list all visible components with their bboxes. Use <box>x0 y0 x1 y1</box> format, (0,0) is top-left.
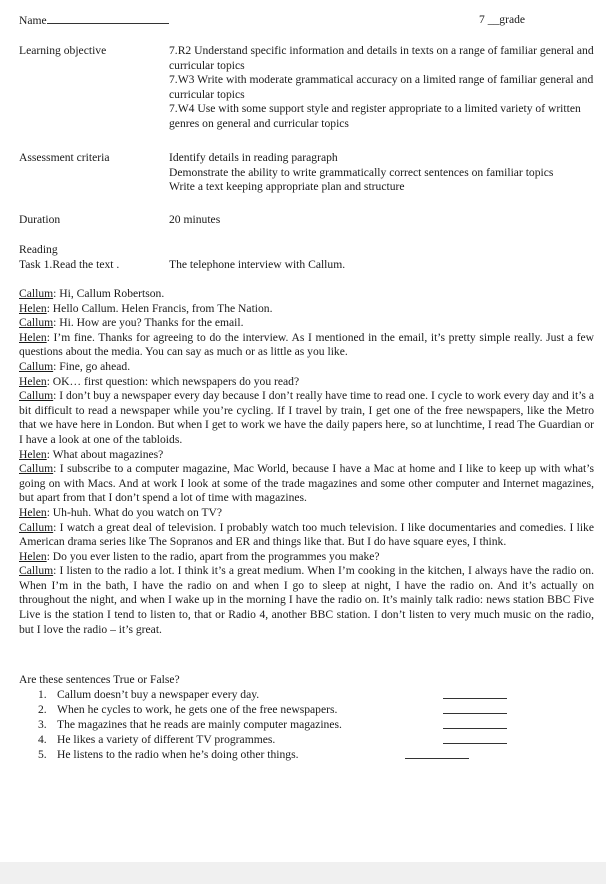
transcript-line <box>19 287 594 302</box>
question-item <box>19 703 337 718</box>
speaker-name: Helen <box>19 447 47 461</box>
speaker-name: Helen <box>19 505 47 519</box>
question-item <box>19 718 342 733</box>
speech-text: : I’m fine. Thanks for agreeing to do the interview. As I mentioned in the email, it’s pretty simple really. Just a few questions about the media. You can say as much or as little as you like. <box>19 330 594 359</box>
speech-text: : Hi. How are you? Thanks for the email. <box>53 316 244 330</box>
transcript-line <box>19 521 594 550</box>
speech-text: : Fine, go ahead. <box>53 359 131 373</box>
transcript-line <box>19 448 594 463</box>
speaker-name: Helen <box>19 301 47 315</box>
question-number: 3. <box>38 718 47 731</box>
speech-text: : I watch a great deal of television. I probably watch too much television. I like documentaries and comedies. I like American drama series like The Sopranos and ER and things like that. But I do have square eyes, I think. <box>19 520 594 549</box>
assessment-criteria-content <box>169 151 594 195</box>
transcript-line <box>19 550 594 565</box>
question-text: When he cycles to work, he gets one of the free newspapers. <box>57 703 338 716</box>
transcript-line <box>19 462 594 506</box>
question-item <box>19 733 275 748</box>
learning-objective-content <box>169 44 594 132</box>
objective-line: 7.R2 Understand specific information and details in texts on a range of familiar general and curricular topics <box>169 44 594 72</box>
speech-text: : I don’t buy a newspaper every day because I don’t really have time to read one. I cycle to work every day and it’s a bit difficult to read a newspaper while you’re cycling. If I travel by train, I get one of the free newspapers, like the Metro that we have here in London. But when I get to work we have the daily papers here, so at lunchtime, I read The Guardian or I have a look at one of the tabloids. <box>19 389 594 446</box>
learning-objective-label: Learning objective <box>19 44 107 57</box>
speaker-name: Callum <box>19 564 54 578</box>
criteria-line: Demonstrate the ability to write grammatically correct sentences on familiar topics <box>169 165 554 179</box>
transcript-line <box>19 564 594 637</box>
answer-blank[interactable] <box>443 698 507 699</box>
transcript-line <box>19 316 594 331</box>
interview-transcript <box>19 287 594 637</box>
answer-blank[interactable] <box>443 728 507 729</box>
assessment-criteria-label: Assessment criteria <box>19 151 110 164</box>
transcript-line <box>19 302 594 317</box>
transcript-line <box>19 375 594 390</box>
name-label: Name <box>19 14 47 27</box>
answer-blank[interactable] <box>443 743 507 744</box>
speaker-name: Helen <box>19 330 47 344</box>
speaker-name: Helen <box>19 374 47 388</box>
speech-text: : I subscribe to a computer magazine, Mac World, because I have a Mac at home and I like to keep up with what’s going on with Macs. And at work I look at some of the trade magazines and some other computer and Internet magazines, but apart from that I don’t spend a lot of time with magazines. <box>19 462 594 505</box>
duration-value: 20 minutes <box>169 213 221 226</box>
text-title: The telephone interview with Callum. <box>169 258 346 271</box>
transcript-line <box>19 389 594 447</box>
criteria-line: Identify details in reading paragraph <box>169 151 338 164</box>
speaker-name: Callum <box>19 389 54 403</box>
objective-line: 7.W3 Write with moderate grammatical accuracy on a limited range of familiar general and curricular topics <box>169 73 594 101</box>
speech-text: : What about magazines? <box>46 447 164 461</box>
objective-line: 7.W4 Use with some support style and register appropriate to a limited variety of written genres on general and curricular topics <box>169 102 581 130</box>
question-item <box>19 748 299 763</box>
speech-text: : Hello Callum. Helen Francis, from The Nation. <box>46 301 273 315</box>
question-text: He likes a variety of different TV programmes. <box>57 733 276 746</box>
name-blank[interactable] <box>47 13 169 24</box>
speaker-name: Callum <box>19 316 54 330</box>
task-label: Task 1.Read the text . <box>19 258 120 271</box>
speaker-name: Callum <box>19 520 54 534</box>
criteria-line: Write a text keeping appropriate plan and structure <box>169 180 405 194</box>
answer-blank[interactable] <box>405 758 469 759</box>
reading-heading: Reading <box>19 243 58 256</box>
speaker-name: Callum <box>19 462 54 476</box>
grade-label: 7 __grade <box>479 13 526 26</box>
speech-text: : Hi, Callum Robertson. <box>53 287 165 300</box>
question-text: Callum doesn’t buy a newspaper every day. <box>57 688 260 701</box>
question-item <box>19 688 259 703</box>
speech-text: : I listen to the radio a lot. I think it’s a great medium. When I’m cooking in the kitchen, I always have the radio on. When I’m in the bath, I have the radio on and when I go to sleep at night, I have the radio on. And it’s actually on throughout the night, and when I wake up in the morning I have the radio on. It’s mainly talk radio: news station BBC Five Live is the station I tend to listen to, that or Radio 4, another BBC station. I don’t listen to very much music on the radio, but I love the radio – it’s great. <box>19 564 594 636</box>
question-text: He listens to the radio when he’s doing other things. <box>57 748 299 761</box>
transcript-line <box>19 360 594 375</box>
answer-blank[interactable] <box>443 713 507 714</box>
speech-text: : Do you ever listen to the radio, apart from the programmes you make? <box>46 549 380 563</box>
name-field[interactable] <box>19 13 169 29</box>
duration-label: Duration <box>19 213 61 226</box>
transcript-line <box>19 506 594 521</box>
questions-heading: Are these sentences True or False? <box>19 673 180 686</box>
speech-text: : OK… first question: which newspapers do you read? <box>46 374 300 388</box>
question-number: 2. <box>38 703 47 716</box>
transcript-line <box>19 331 594 360</box>
question-number: 4. <box>38 733 47 746</box>
speaker-name: Callum <box>19 359 54 373</box>
speaker-name: Callum <box>19 287 54 300</box>
question-text: The magazines that he reads are mainly computer magazines. <box>57 718 342 731</box>
speaker-name: Helen <box>19 549 47 563</box>
question-number: 1. <box>38 688 47 701</box>
speech-text: : Uh-huh. What do you watch on TV? <box>46 505 223 519</box>
question-number: 5. <box>38 748 47 761</box>
page-bottom-band <box>0 862 606 884</box>
